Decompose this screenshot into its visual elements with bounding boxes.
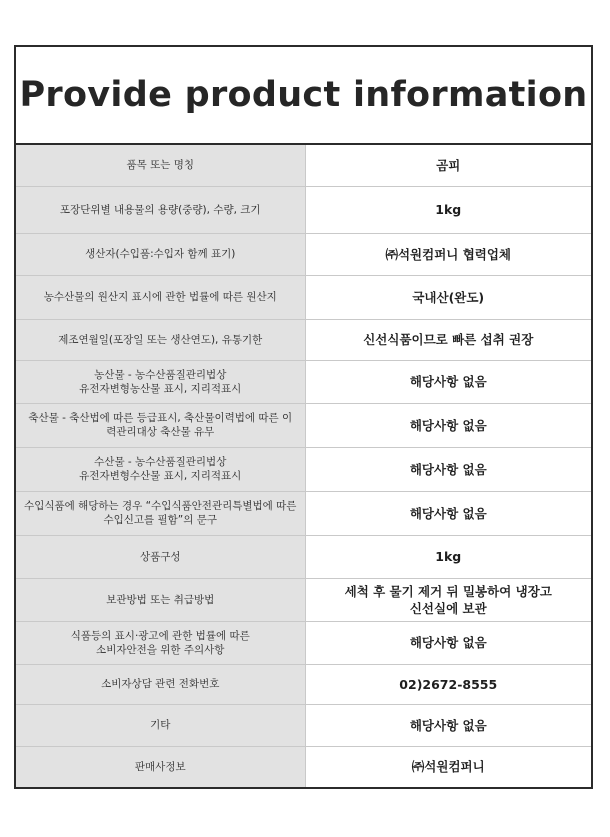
table-row: [16, 535, 591, 578]
table-row: [16, 403, 591, 447]
row-value: 해당사항 없음: [305, 491, 591, 535]
table-row: [16, 319, 591, 360]
table-row: [16, 578, 591, 621]
table-row: [16, 664, 591, 704]
row-value: ㈜석원컴퍼니: [305, 746, 591, 787]
row-value: 02)2672-8555: [305, 664, 591, 704]
product-info-frame: [14, 45, 593, 789]
table-row: [16, 275, 591, 319]
table-row: [16, 360, 591, 403]
row-value: ㈜석원컴퍼니 협력업체: [305, 233, 591, 275]
row-value: 신선식품이므로 빠른 섭취 권장: [305, 319, 591, 360]
row-value: 해당사항 없음: [305, 621, 591, 664]
row-label: 판매사정보: [16, 746, 305, 787]
product-info-table: [16, 145, 591, 787]
table-row: [16, 621, 591, 664]
table-row: [16, 491, 591, 535]
row-label: 수산물 - 농수산품질관리법상 유전자변형수산물 표시, 지리적표시: [16, 447, 305, 491]
row-label: 포장단위별 내용물의 용량(중량), 수량, 크기: [16, 186, 305, 233]
row-value: 곰피: [305, 145, 591, 186]
row-label: 식품등의 표시·광고에 관한 법률에 따른 소비자안전을 위한 주의사항: [16, 621, 305, 664]
table-row: [16, 233, 591, 275]
row-value: 해당사항 없음: [305, 403, 591, 447]
table-row: [16, 145, 591, 186]
table-row: [16, 704, 591, 746]
row-label: 농수산물의 원산지 표시에 관한 법률에 따른 원산지: [16, 275, 305, 319]
row-label: 제조연월일(포장일 또는 생산연도), 유통기한: [16, 319, 305, 360]
row-value: 해당사항 없음: [305, 704, 591, 746]
row-value: 해당사항 없음: [305, 360, 591, 403]
row-label: 품목 또는 명칭: [16, 145, 305, 186]
row-label: 상품구성: [16, 535, 305, 578]
row-value: 1kg: [305, 535, 591, 578]
row-value: 1kg: [305, 186, 591, 233]
row-value: 해당사항 없음: [305, 447, 591, 491]
row-label: 기타: [16, 704, 305, 746]
row-label: 보관방법 또는 취급방법: [16, 578, 305, 621]
row-value: 국내산(완도): [305, 275, 591, 319]
row-label: 축산물 - 축산법에 따른 등급표시, 축산물이력법에 따른 이 력관리대상 축산물 유무: [16, 403, 305, 447]
title-row: [16, 47, 591, 145]
table-row: [16, 447, 591, 491]
row-label: 농산물 - 농수산품질관리법상 유전자변형농산물 표시, 지리적표시: [16, 360, 305, 403]
row-value: 세척 후 물기 제거 뒤 밀봉하여 냉장고 신선실에 보관: [305, 578, 591, 621]
row-label: 수입식품에 해당하는 경우 “수입식품안전관리특별법에 따른 수입신고를 필함”의 문구: [16, 491, 305, 535]
table-row: [16, 746, 591, 787]
page-title: Provide product information: [19, 75, 588, 115]
row-label: 소비자상담 관련 전화번호: [16, 664, 305, 704]
table-row: [16, 186, 591, 233]
row-label: 생산자(수입품:수입자 함께 표기): [16, 233, 305, 275]
